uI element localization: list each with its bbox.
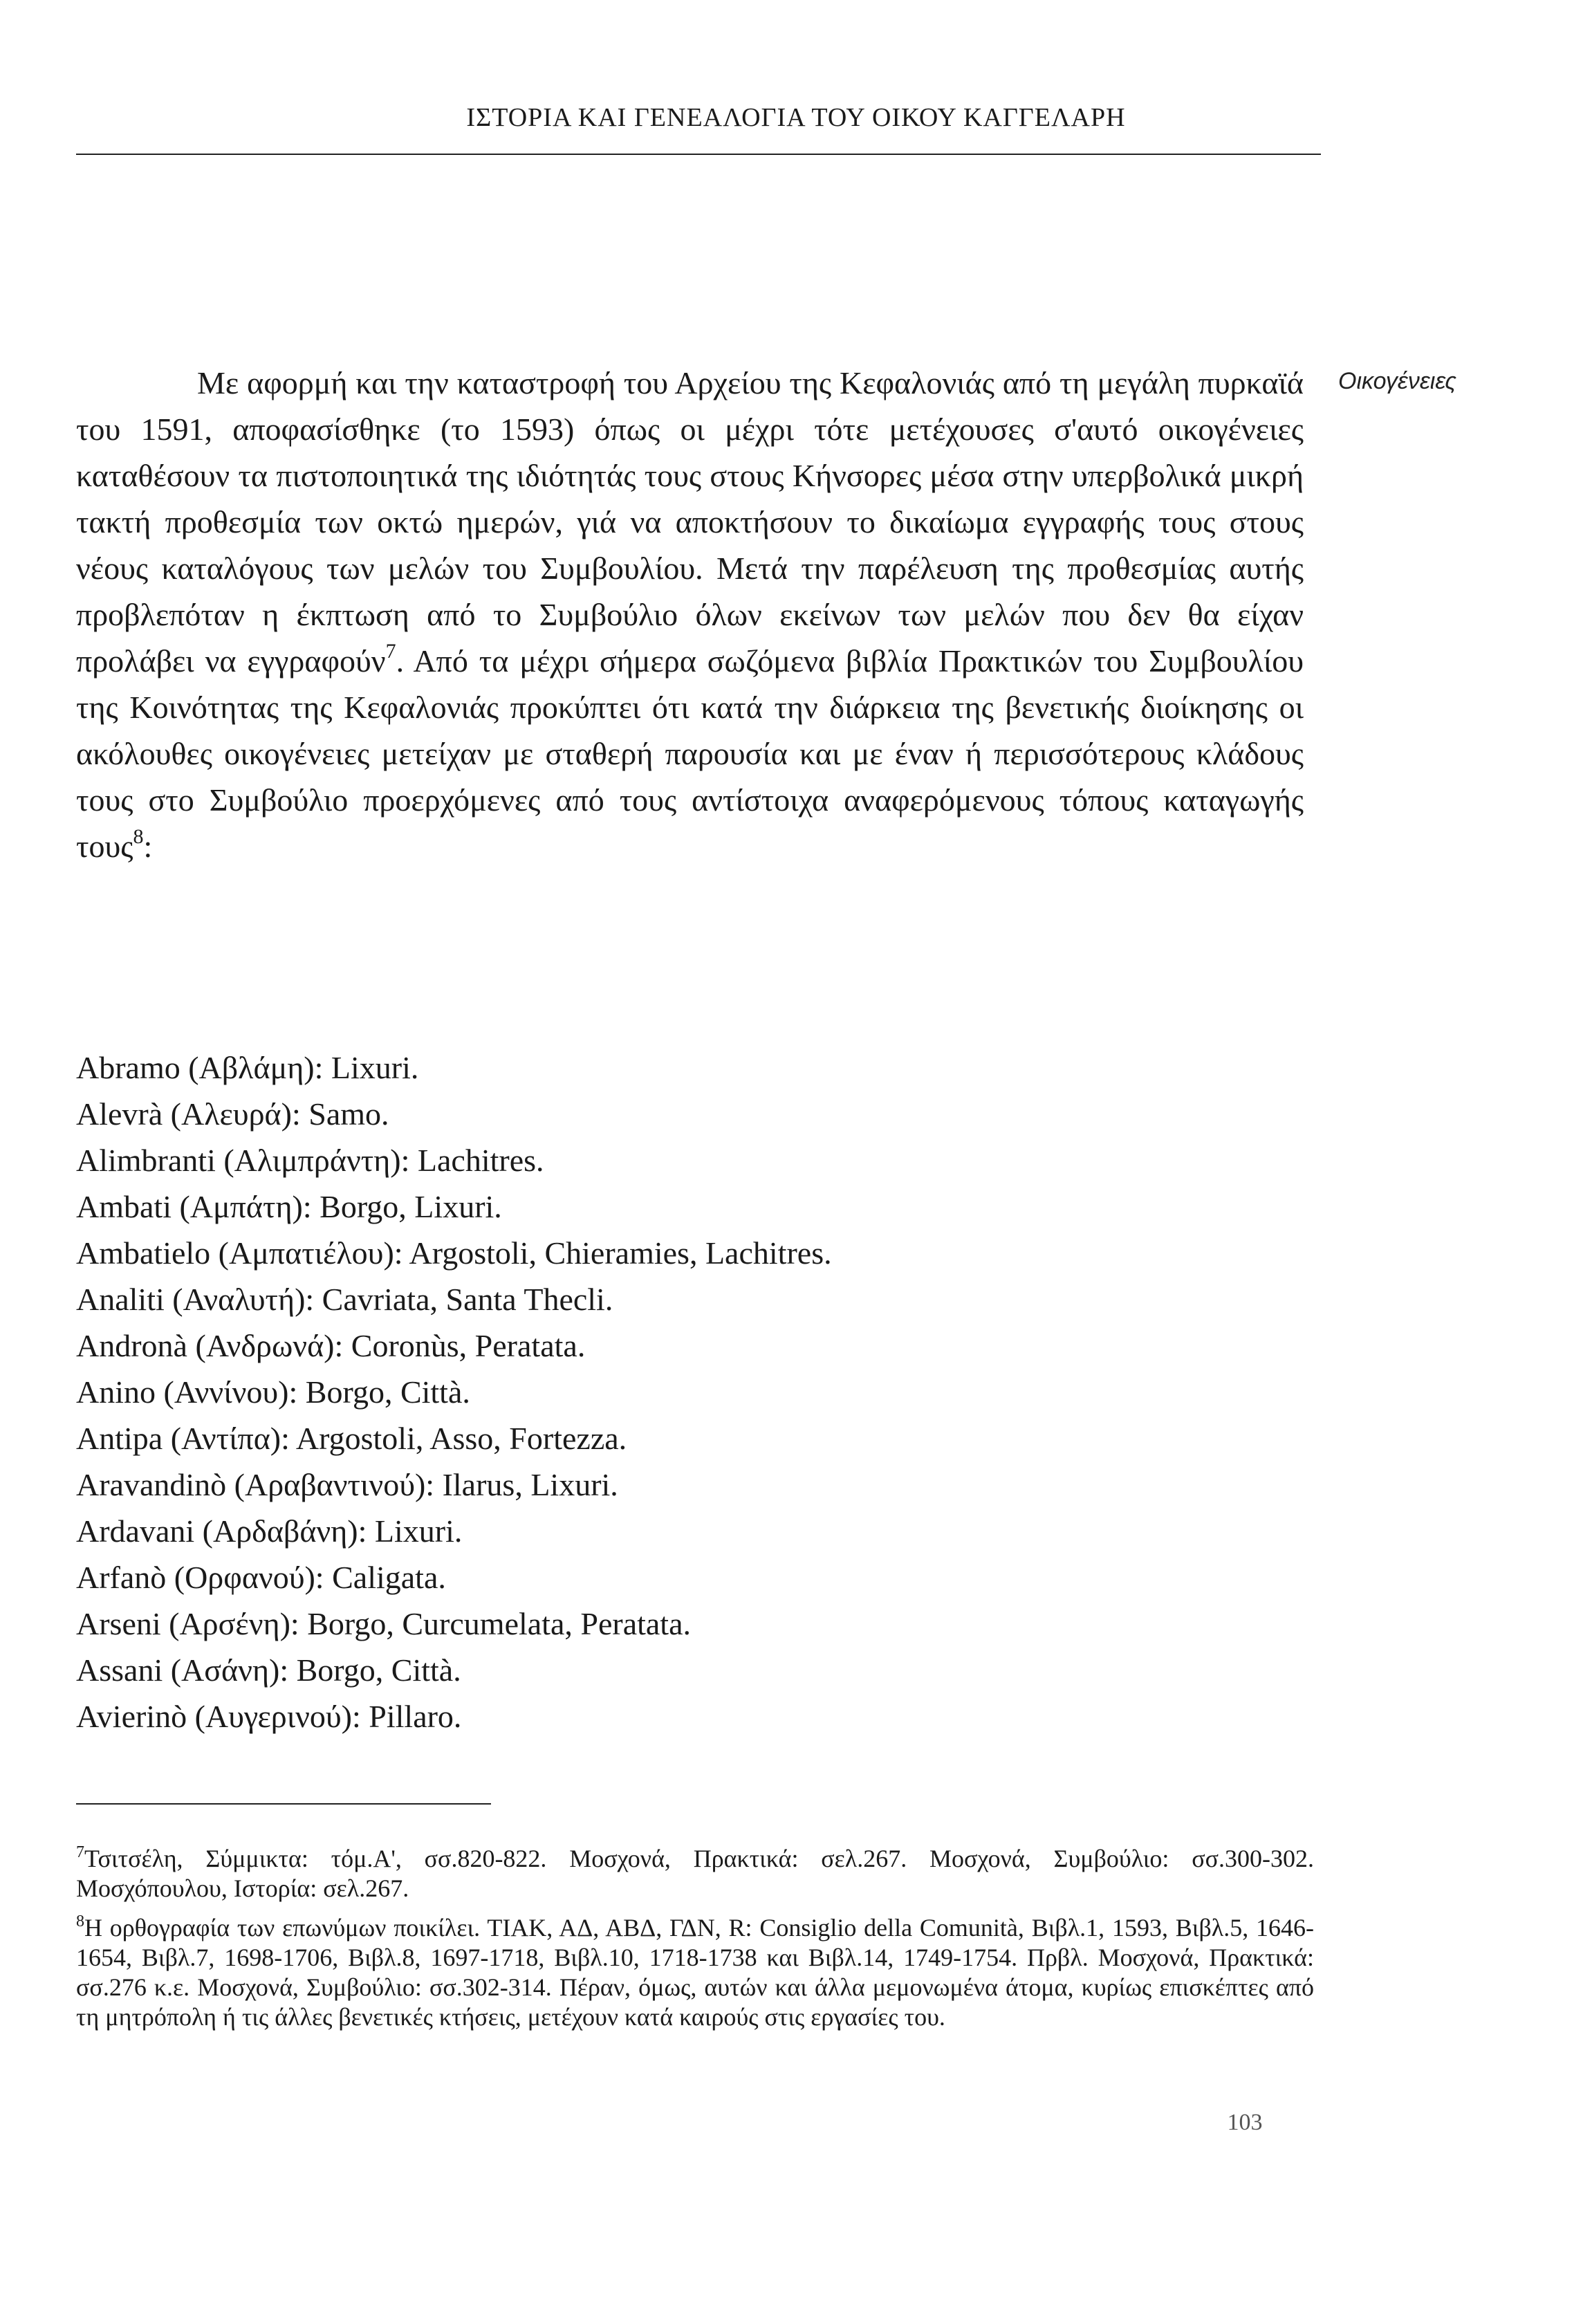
family-entry: Avierinò (Αυγερινού): Pillaro. bbox=[76, 1699, 462, 1734]
family-entry: Ambati (Αμπάτη): Borgo, Lixuri. bbox=[76, 1189, 502, 1224]
main-paragraph bbox=[76, 360, 1304, 869]
header-rule bbox=[76, 154, 1321, 155]
running-header: ΙΣΤΟΡΙΑ ΚΑΙ ΓΕΝΕΑΛΟΓΙΑ ΤΟΥ ΟΙΚΟΥ ΚΑΓΓΕΛΑΡΗ bbox=[466, 103, 1126, 132]
family-entry: Anino (Αννίνου): Borgo, Città. bbox=[76, 1374, 470, 1410]
footnote-separator bbox=[76, 1803, 491, 1805]
family-entry: Aravandinò (Αραβαντινού): Ilarus, Lixuri. bbox=[76, 1467, 618, 1502]
family-list bbox=[76, 1044, 1321, 1740]
family-entry: Arseni (Αρσένη): Borgo, Curcumelata, Peratata. bbox=[76, 1606, 692, 1641]
footnote-text: Τσιτσέλη, Σύμμικτα: τόμ.Α', σσ.820-822. Μοσχονά, Πρακτικά: σελ.267. Μοσχονά, Συμβούλιο: σσ.300-302. Μοσχόπουλου, Ιστορία: σελ.267. bbox=[76, 1845, 1314, 1902]
paragraph-text-part2: . Από τα μέχρι σήμερα σωζόμενα βιβλία Πρακτικών του Συμβουλίου της Κοινότητας της Κεφαλονιάς προκύπτει ότι κατά την διάρκεια της βενετικής διοίκησης οι ακόλουθες οικογένειες μετείχαν με σταθερή παρουσία και με έναν ή περισσότερους κλάδους τους στο Συμβούλιο προερχόμενες από τους αντίστοιχα αναφερόμενους τόπους καταγωγής τους bbox=[76, 643, 1304, 864]
family-entry: Andronà (Ανδρωνά): Coronùs, Peratata. bbox=[76, 1328, 586, 1363]
margin-note: Οικογένειες bbox=[1338, 368, 1456, 394]
paragraph-text-part3: : bbox=[143, 829, 153, 864]
family-entry: Alimbranti (Αλιμπράντη): Lachitres. bbox=[76, 1143, 544, 1178]
family-entry: Ardavani (Αρδαβάνη): Lixuri. bbox=[76, 1513, 463, 1549]
footnote-ref-8: 8 bbox=[133, 825, 144, 848]
family-entry: Ambatielo (Αμπατιέλου): Argostoli, Chieramies, Lachitres. bbox=[76, 1235, 832, 1271]
family-entry: Antipa (Αντίπα): Argostoli, Asso, Fortezza. bbox=[76, 1421, 627, 1456]
footnote-8 bbox=[76, 1913, 1314, 2032]
footnote-number: 7 bbox=[76, 1843, 84, 1861]
page-number: 103 bbox=[1227, 2110, 1263, 2135]
family-entry: Alevrà (Αλευρά): Samo. bbox=[76, 1096, 389, 1132]
footnote-text: Η ορθογραφία των επωνύμων ποικίλει. ΤΙΑΚ, ΑΔ, ΑΒΔ, ΓΔΝ, R: Consiglio della Comunità, Βιβλ.1, 1593, Βιβλ.5, 1646-1654, Βιβλ.7, 1698-1706, Βιβλ.8, 1697-1718, Βιβλ.10, 1718-1738 και Βιβλ.14, 1749-1754. Πρβλ. Μοσχονά, Πρακτικά: σσ.276 κ.ε. Μοσχονά, Συμβούλιο: σσ.302-314. Πέραν, όμως, αυτών και άλλα μεμονωμένα άτομα, κυρίως επισκέπτες από τη μητρόπολη ή τις άλλες βενετικές κτήσεις, μετέχουν κατά καιρούς στις εργασίες του. bbox=[76, 1914, 1314, 2031]
footnote-ref-7: 7 bbox=[385, 640, 396, 663]
footnotes bbox=[76, 1844, 1314, 2042]
family-entry: Abramo (Αβλάμη): Lixuri. bbox=[76, 1050, 419, 1085]
footnote-7 bbox=[76, 1844, 1314, 1903]
family-entry: Analiti (Αναλυτή): Cavriata, Santa Thecli. bbox=[76, 1282, 613, 1317]
family-entry: Assani (Ασάνη): Borgo, Città. bbox=[76, 1652, 461, 1688]
footnote-number: 8 bbox=[76, 1912, 84, 1930]
paragraph-text-part1: Με αφορμή και την καταστροφή του Αρχείου της Κεφαλονιάς από τη μεγάλη πυρκαϊά του 1591, αποφασίσθηκε (το 1593) όπως οι μέχρι τότε μετέχουσες σ'αυτό οικογένειες καταθέσουν τα πιστοποιητικά της ιδιότητάς τους στους Κήνσορες μέσα στην υπερβολικά μικρή τακτή προθεσμία των οκτώ ημερών, γιά να αποκτήσουν το δικαίωμα εγγραφής τους στους νέους καταλόγους των μελών του Συμβουλίου. Μετά την παρέλευση της προθεσμίας αυτής προβλεπόταν η έκπτωση από το Συμβούλιο όλων εκείνων των μελών που δεν θα είχαν προλάβει να εγγραφούν bbox=[76, 365, 1304, 679]
family-entry: Arfanò (Ορφανού): Caligata. bbox=[76, 1560, 446, 1595]
